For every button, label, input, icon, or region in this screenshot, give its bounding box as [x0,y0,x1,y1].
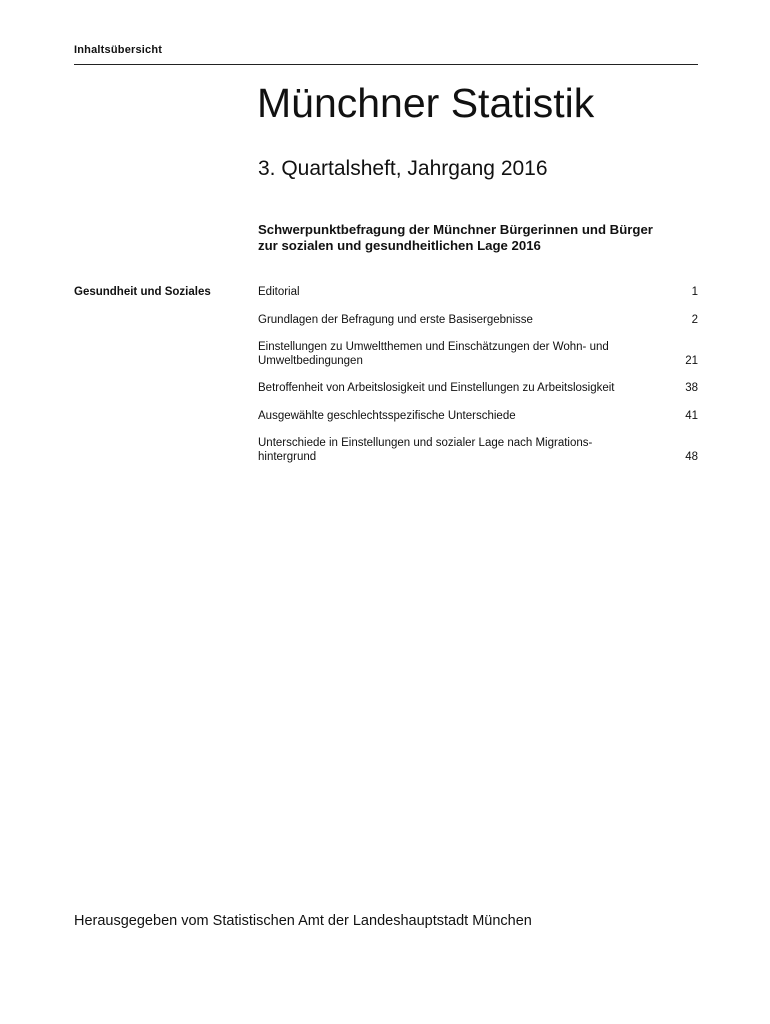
toc-entry[interactable] [258,382,698,396]
toc-entry[interactable] [258,314,698,328]
toc-entry-title: Editorial [258,286,300,298]
section-label: Gesundheit und Soziales [74,286,211,298]
toc-entry[interactable] [258,286,698,300]
table-of-contents [258,286,698,464]
focus-topic-title: Schwerpunktbefragung der Münchner Bürgerinnen und Bürger zur sozialen und gesundheitlichen Lage 2016 [258,222,653,253]
toc-entry-page: 21 [685,354,698,367]
toc-entry-title: Einstellungen zu Umweltthemen und Einschätzungen der Wohn- und Umweltbedingungen [258,341,609,367]
toc-entry[interactable] [258,437,698,464]
toc-entry-title: Betroffenheit von Arbeitslosigkeit und Einstellungen zu Arbeitslosigkeit [258,382,615,394]
issue-subtitle: 3. Quartalsheft, Jahrgang 2016 [258,157,548,180]
toc-entry-title: Grundlagen der Befragung und erste Basisergebnisse [258,313,533,326]
header-divider [74,64,698,65]
toc-entry-page: 41 [685,409,698,422]
toc-entry-title: Unterschiede in Einstellungen und sozialer Lage nach Migrations-hintergrund [258,437,593,463]
publisher-footer: Herausgegeben vom Statistischen Amt der Landeshauptstadt München [74,913,532,929]
toc-entry[interactable] [258,410,698,424]
toc-entry-page: 2 [691,313,698,326]
toc-entry-page: 1 [691,286,698,298]
toc-entry-page: 48 [685,450,698,463]
publication-title: Münchner Statistik [257,80,595,126]
toc-entry[interactable] [258,341,698,368]
toc-entry-title: Ausgewählte geschlechtsspezifische Unterschiede [258,409,516,422]
toc-entry-page: 38 [685,382,698,394]
header-label: Inhaltsübersicht [74,44,163,56]
